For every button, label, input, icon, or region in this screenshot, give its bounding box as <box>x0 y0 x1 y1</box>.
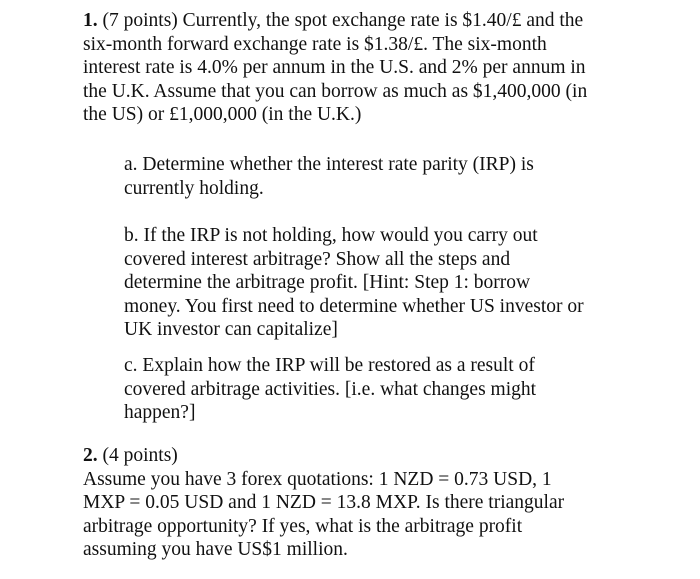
question-2 <box>83 444 623 562</box>
part-b-line-5: UK investor can capitalize] <box>124 319 338 340</box>
part-b-line-2: covered interest arbitrage? Show all the steps and <box>124 248 511 270</box>
question-1 <box>83 9 623 127</box>
question-1-line-2: six-month forward exchange rate is $1.38/£. The six-month <box>83 33 547 55</box>
question-1-line-4: the U.K. Assume that you can borrow as much as $1,400,000 (in <box>83 80 588 102</box>
part-a-line-1: a. Determine whether the interest rate parity (IRP) is <box>124 154 534 175</box>
part-c-line-2: covered arbitrage activities. [i.e. what changes might <box>124 378 537 400</box>
question-2-number: 2. <box>83 445 98 466</box>
question-2-line-3: MXP = 0.05 USD and 1 NZD = 13.8 MXP. Is there triangular <box>83 492 565 513</box>
question-2-line-2: Assume you have 3 forex quotations: 1 NZD = 0.73 USD, 1 <box>83 468 552 490</box>
question-1-part-b <box>124 224 624 342</box>
question-1-line-5: the US) or £1,000,000 (in the U.K.) <box>83 104 362 125</box>
question-1-line-1 <box>83 9 623 33</box>
question-1-text-1: (7 points) Currently, the spot exchange rate is $1.40/£ and the <box>97 10 584 31</box>
part-b-line-1: b. If the IRP is not holding, how would you carry out <box>124 225 538 246</box>
question-2-line-5: assuming you have US$1 million. <box>83 539 348 560</box>
part-b-line-3: determine the arbitrage profit. [Hint: Step 1: borrow <box>124 272 531 293</box>
question-1-part-a <box>124 153 624 200</box>
part-c-line-3: happen?] <box>124 402 196 423</box>
part-c-line-1: c. Explain how the IRP will be restored as a result of <box>124 355 535 376</box>
question-1-part-c <box>124 354 624 425</box>
part-a-line-2: currently holding. <box>124 177 264 199</box>
question-1-number: 1. <box>83 10 98 31</box>
part-b-line-4: money. You first need to determine whether US investor or <box>124 295 584 317</box>
question-1-line-3: interest rate is 4.0% per annum in the U.S. and 2% per annum in <box>83 57 586 78</box>
question-2-line-4: arbitrage opportunity? If yes, what is the arbitrage profit <box>83 515 523 537</box>
question-2-text-1: (4 points) <box>97 445 178 466</box>
question-2-line-1 <box>83 444 623 468</box>
